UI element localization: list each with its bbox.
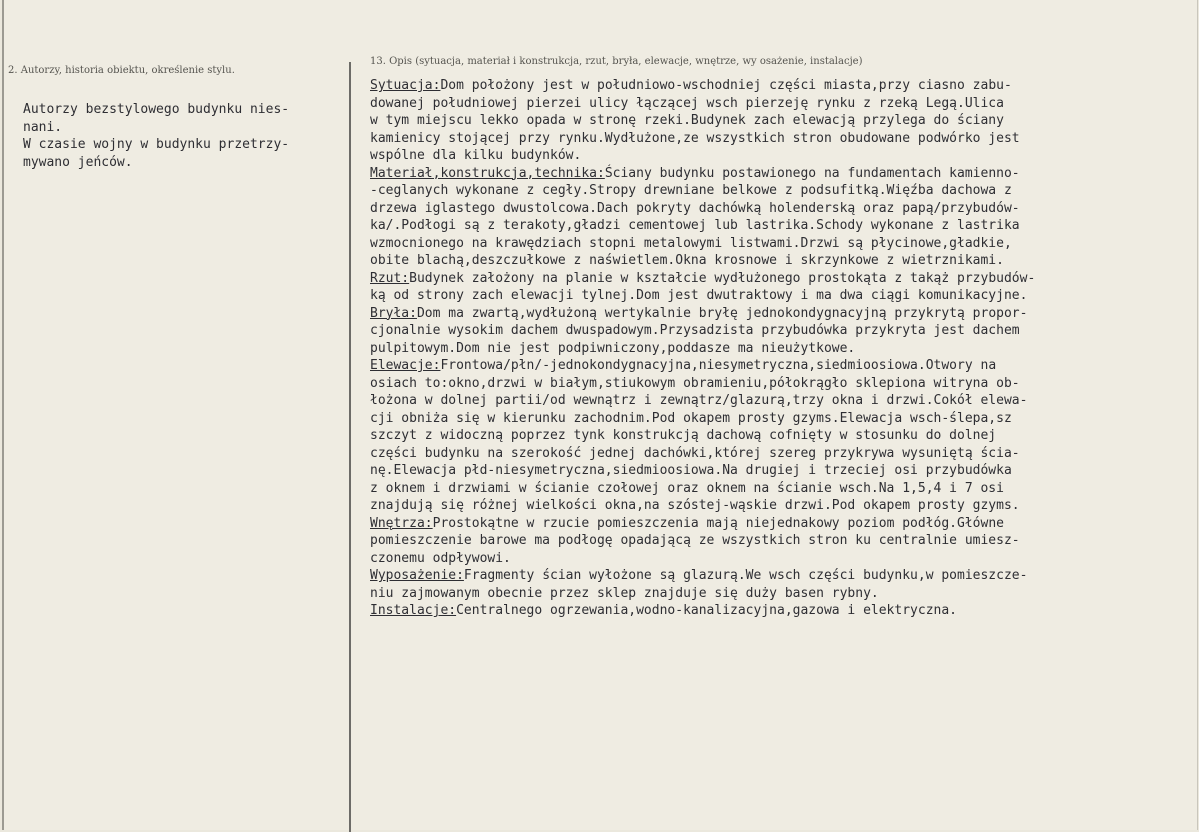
text-line: [370, 287, 1190, 305]
line-text: w tym miejscu lekko opada w stronę rzeki.Budynek zach elewacją przylega do ściany: [370, 113, 1004, 128]
text-line: [370, 252, 1190, 270]
text-line: [370, 77, 1190, 95]
line-text: Fragmenty ścian wyłożone są glazurą.We wsch części budynku,w pomieszcze-: [463, 568, 1028, 583]
line-text: osiach to:okno,drzwi w białym,stiukowym obramieniu,półokrągło sklepiona witryna ob-: [370, 375, 1020, 391]
text-line: [370, 217, 1190, 235]
line-text: czonemu odpływowi.: [370, 550, 511, 566]
section-label: Rzut:: [370, 270, 410, 286]
text-line: [370, 480, 1190, 498]
section-label: Instalacje:: [370, 603, 457, 618]
text-line: [370, 322, 1190, 340]
text-line: [370, 147, 1190, 165]
line-text: łożona w dolnej partii/od wewnątrz i zewnątrz/glazurą,trzy okna i drzwi.Cokół elewa-: [370, 393, 1028, 408]
line-text: -ceglanych wykonane z cegły.Stropy drewniane belkowe z podsufitką.Więźba dachowa z: [370, 183, 1012, 198]
section-label: Bryła:: [370, 305, 417, 321]
authors-history-text: [23, 101, 289, 171]
line-text: kamienicy stojącej przy rynku.Wydłużone,ze wszystkich stron obudowane podwórko jest: [370, 130, 1020, 146]
text-line: [370, 357, 1190, 375]
line-text: ka/.Podłogi są z terakoty,gładzi cementowej lub lastrika.Schody wykonane z lastrika: [370, 218, 1020, 233]
column-divider: [349, 62, 351, 832]
text-line: [370, 182, 1190, 200]
line-text: nę.Elewacja płd-niesymetryczna,siedmioosiowa.Na drugiej i trzeciej osi przybudówka: [370, 463, 1012, 478]
line-text: Ściany budynku postawionego na fundamentach kamienno-: [604, 165, 1020, 181]
text-line: [370, 585, 1190, 603]
text-line: [370, 532, 1190, 550]
text-line: [370, 95, 1190, 113]
text-line: [370, 375, 1190, 393]
text-line: [370, 235, 1190, 253]
line-text: pomieszczenie barowe ma podłogę opadającą ze wszystkich stron ku centralnie umiesz-: [370, 533, 1020, 548]
text-line: [370, 445, 1190, 463]
line-text: ką od strony zach elewacji tylnej.Dom jest dwutraktowy i ma dwa ciągi komunikacyjne.: [370, 288, 1028, 303]
text-line: W czasie wojny w budynku przetrzy-: [23, 137, 290, 152]
text-line: Autorzy bezstylowego budynku nies-: [23, 102, 290, 117]
line-text: wzmocnionego na krawędziach stopni metalowymi listwami.Drzwi są płycinowe,gładkie,: [370, 235, 1012, 251]
section-label: Wyposażenie:: [370, 568, 464, 583]
description-text: [370, 77, 1190, 620]
line-text: szczyt z widoczną poprzez tynk konstrukcją dachową cofnięty w stosunku do dolnej: [370, 428, 997, 443]
text-line: [370, 497, 1190, 515]
text-line: [370, 550, 1190, 568]
line-text: wspólne dla kilku budynków.: [370, 148, 582, 163]
text-line: [370, 427, 1190, 445]
section-label: Elewacje:: [370, 358, 441, 373]
section-label: Wnętrza:: [370, 515, 433, 531]
left-column-header: 2. Autorzy, historia obiektu, określenie stylu.: [8, 65, 235, 76]
line-text: Centralnego ogrzewania,wodno-kanalizacyjna,gazowa i elektryczna.: [456, 603, 957, 618]
section-label: Materiał,konstrukcja,technika:: [370, 165, 605, 181]
text-line: [370, 462, 1190, 480]
line-text: Frontowa/płn/-jednokondygnacyjna,niesymetryczna,siedmioosiowa.Otwory na: [440, 358, 997, 373]
line-text: drzewa iglastego dwustolcowa.Dach pokryty dachówką holenderską oraz papą/przybudów-: [370, 200, 1020, 216]
line-text: Dom położony jest w południowo-wschodniej części miasta,przy ciasno zabu-: [440, 78, 1012, 93]
line-text: dowanej południowej pierzei ulicy łączącej wsch pierzeję rynku z rzeką Legą.Ulica: [370, 95, 1004, 111]
text-line: [370, 270, 1190, 288]
line-text: niu zajmowanym obecnie przez sklep znajduje się duży basen rybny.: [370, 585, 879, 601]
line-text: cji obniża się w kierunku zachodnim.Pod okapem prosty gzyms.Elewacja wsch-ślepa,sz: [370, 410, 1012, 426]
text-line: [370, 165, 1190, 183]
text-line: mywano jeńców.: [23, 154, 133, 170]
text-line: [370, 392, 1190, 410]
text-line: [370, 410, 1190, 428]
line-text: Prostokątne w rzucie pomieszczenia mają niejednakowy poziom podłóg.Główne: [432, 515, 1004, 531]
line-text: z oknem i drzwiami w ścianie czołowej oraz oknem na ścianie wsch.Na 1,5,4 i 7 osi: [370, 480, 1004, 496]
right-column-header: 13. Opis (sytuacja, materiał i konstrukcja, rzut, bryła, elewacje, wnętrze, wy osażenie, instalacje): [370, 56, 863, 67]
text-line: nani.: [23, 119, 63, 135]
text-line: [370, 305, 1190, 323]
line-text: obite blachą,deszczułkowe z naświetlem.Okna krosnowe i skrzynkowe z wietrznikami.: [370, 253, 1004, 268]
line-text: Dom ma zwartą,wydłużoną wertykalnie bryłę jednokondygnacyjną przykrytą propor-: [416, 305, 1028, 321]
section-label: Sytuacja:: [370, 78, 441, 93]
line-text: części budynku na szerokość jednej dachówki,której szereg przykrywa wysuniętą ścia-: [370, 445, 1020, 461]
text-line: [370, 112, 1190, 130]
line-text: Budynek założony na planie w kształcie wydłużonego prostokąta z takąż przybudów-: [409, 270, 1036, 286]
text-line: [370, 130, 1190, 148]
line-text: pulpitowym.Dom nie jest podpiwniczony,poddasze ma nieużytkowe.: [370, 340, 856, 356]
text-line: [370, 567, 1190, 585]
text-line: [370, 515, 1190, 533]
text-line: [370, 602, 1190, 620]
line-text: cjonalnie wysokim dachem dwuspadowym.Przysadzista przybudówka przykryta jest dachem: [370, 323, 1020, 338]
text-line: [370, 340, 1190, 358]
text-line: [370, 200, 1190, 218]
line-text: znajdują się różnej wielkości okna,na szóstej-wąskie drzwi.Pod okapem prosty gzyms.: [370, 498, 1020, 513]
